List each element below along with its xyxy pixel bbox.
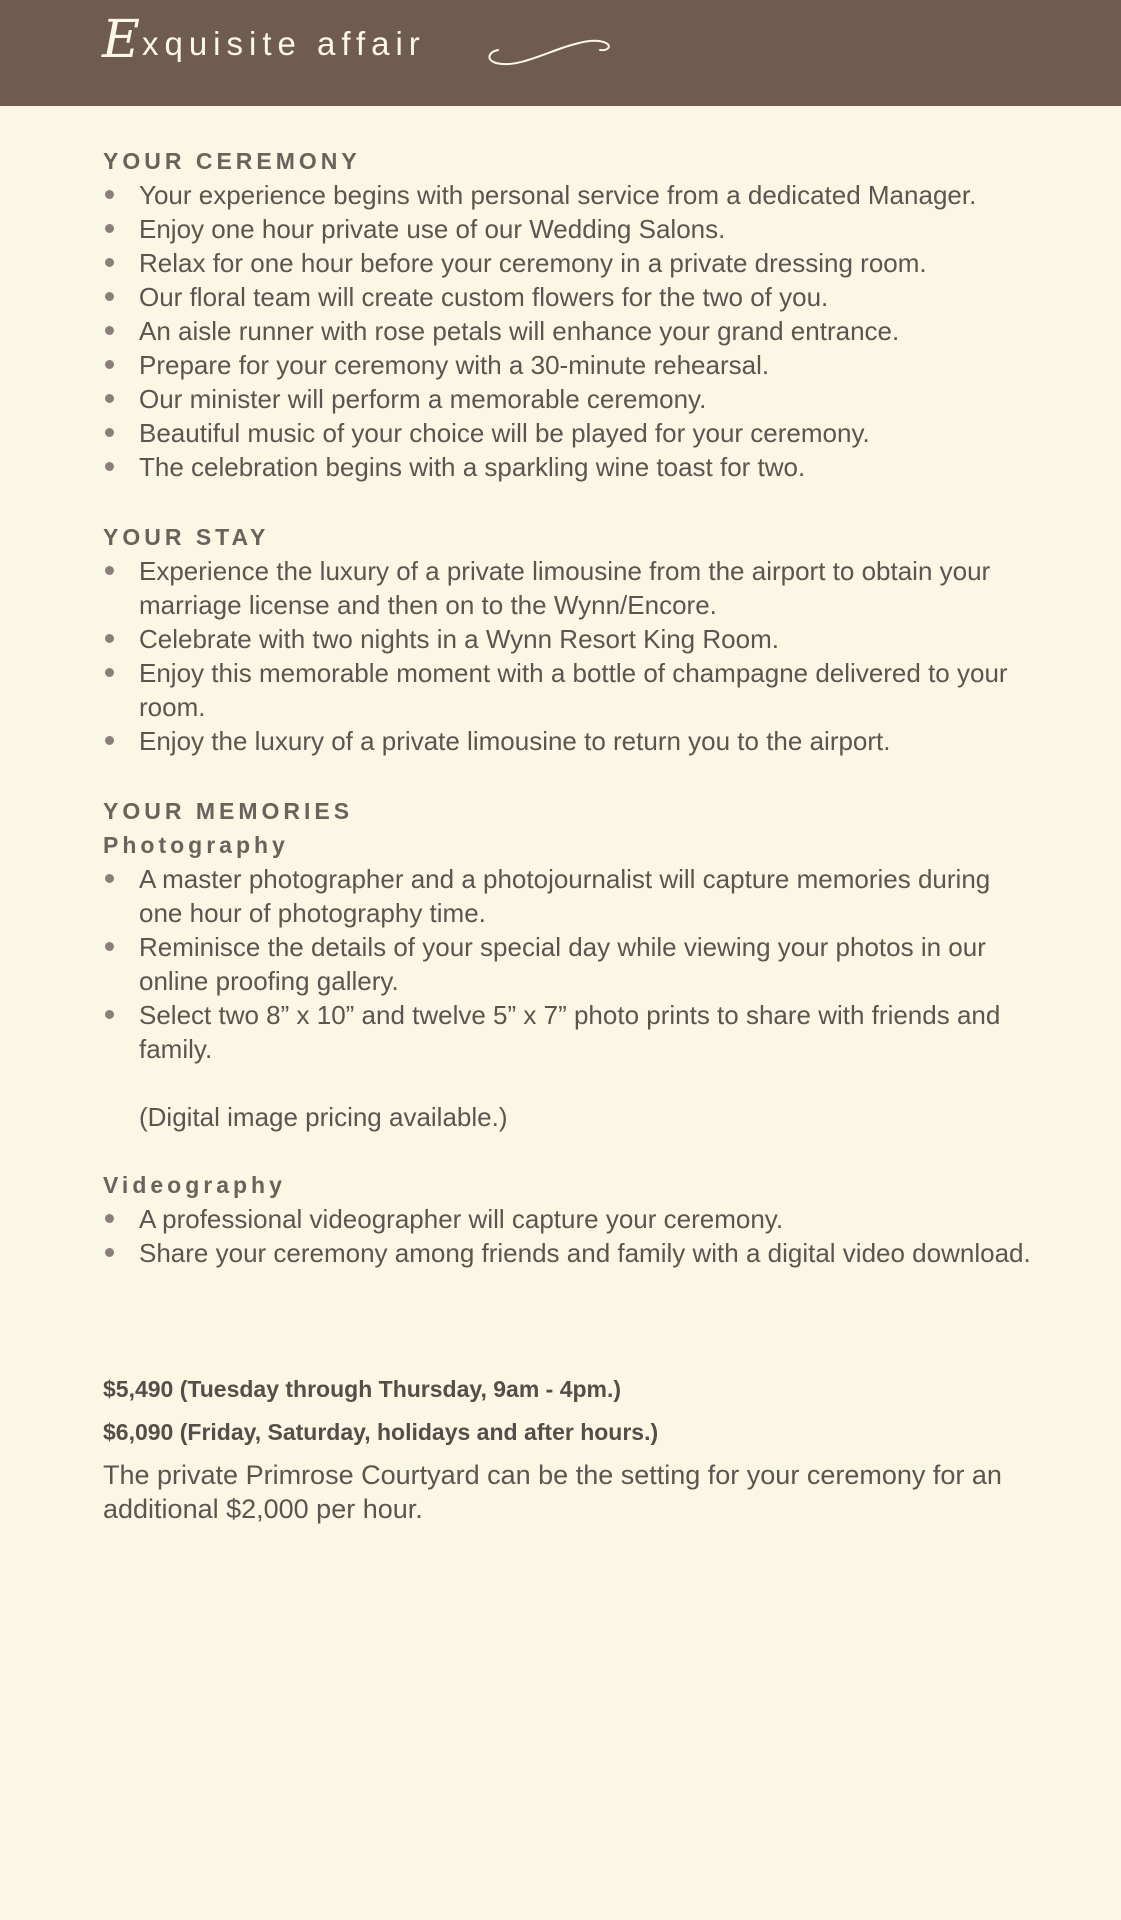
videography-heading: Videography [103, 1172, 286, 1198]
weekend-price: $6,090 (Friday, Saturday, holidays and after hours.) [103, 1419, 659, 1445]
ceremony-heading: YOUR CEREMONY [103, 148, 361, 174]
brand-initial: E [102, 10, 140, 70]
bullet-icon [105, 942, 114, 951]
list-item-text: Experience the luxury of a private limousine from the airport to obtain your marriage license and then on to the Wynn/Encore. [139, 556, 991, 620]
memories-heading: YOUR MEMORIES [103, 798, 354, 824]
list-item [103, 1236, 1033, 1270]
list-item-text: Reminisce the details of your special day while viewing your photos in our online proofing gallery. [139, 932, 986, 996]
bullet-icon [105, 224, 114, 233]
videography-list [103, 1202, 1033, 1270]
list-item-text: Our floral team will create custom flowers for the two of you. [139, 282, 829, 312]
stay-list [103, 554, 1033, 758]
bullet-icon [105, 190, 114, 199]
bullet-icon [105, 634, 114, 643]
list-item-text: Enjoy the luxury of a private limousine to return you to the airport. [139, 726, 891, 756]
list-item [103, 1202, 1033, 1236]
list-item-text: Prepare for your ceremony with a 30-minute rehearsal. [139, 350, 770, 380]
list-item-text: A professional videographer will capture your ceremony. [139, 1204, 784, 1234]
list-item [103, 314, 1033, 348]
bullet-icon [105, 326, 114, 335]
list-item-text: Enjoy one hour private use of our Wedding Salons. [139, 214, 726, 244]
list-item [103, 348, 1033, 382]
bullet-icon [105, 874, 114, 883]
bullet-icon [105, 394, 114, 403]
list-item [103, 622, 1033, 656]
bullet-icon [105, 668, 114, 677]
list-item [103, 656, 1033, 724]
ceremony-list [103, 178, 1033, 484]
list-item-text: An aisle runner with rose petals will enhance your grand entrance. [139, 316, 900, 346]
list-item-text: A master photographer and a photojournalist will capture memories during one hour of photography time. [139, 864, 991, 928]
bullet-icon [105, 462, 114, 471]
list-item [103, 862, 1033, 930]
list-item-text: Your experience begins with personal service from a dedicated Manager. [139, 180, 977, 210]
photography-heading: Photography [103, 832, 289, 858]
list-item [103, 178, 1033, 212]
list-item-text: Beautiful music of your choice will be played for your ceremony. [139, 418, 870, 448]
bullet-icon [105, 1248, 114, 1257]
bullet-icon [105, 566, 114, 575]
header-banner [0, 0, 1121, 106]
bullet-icon [105, 736, 114, 745]
bullet-icon [105, 1010, 114, 1019]
list-item [103, 212, 1033, 246]
list-item [103, 930, 1033, 998]
list-item [103, 280, 1033, 314]
list-item [103, 382, 1033, 416]
bullet-icon [105, 1214, 114, 1223]
brand-title [102, 10, 426, 70]
list-item-text: Relax for one hour before your ceremony in a private dressing room. [139, 248, 927, 278]
list-item [103, 554, 1033, 622]
courtyard-note: The private Primrose Courtyard can be the setting for your ceremony for an additional $2,000 per hour. [103, 1460, 1002, 1524]
list-item [103, 416, 1033, 450]
package-details [103, 144, 1033, 1553]
list-item-text: Select two 8” x 10” and twelve 5” x 7” photo prints to share with friends and family. [139, 1000, 1001, 1064]
list-item [103, 450, 1033, 484]
list-item-text: Enjoy this memorable moment with a bottle of champagne delivered to your room. [139, 658, 1008, 722]
bullet-icon [105, 428, 114, 437]
list-item-text: Celebrate with two nights in a Wynn Resort King Room. [139, 624, 779, 654]
bullet-icon [105, 292, 114, 301]
list-item-text: The celebration begins with a sparkling wine toast for two. [139, 452, 806, 482]
photography-list [103, 862, 1033, 1066]
list-item-text: Share your ceremony among friends and family with a digital video download. [139, 1238, 1031, 1268]
digital-pricing-note: (Digital image pricing available.) [139, 1102, 508, 1132]
list-item [103, 246, 1033, 280]
bullet-icon [105, 360, 114, 369]
bullet-icon [105, 258, 114, 267]
weekday-price: $5,490 (Tuesday through Thursday, 9am - 4pm.) [103, 1376, 622, 1402]
list-item [103, 724, 1033, 758]
stay-heading: YOUR STAY [103, 524, 270, 550]
list-item [103, 998, 1033, 1066]
list-item-text: Our minister will perform a memorable ceremony. [139, 384, 707, 414]
brand-name: xquisite affair [141, 25, 426, 62]
swoosh-flourish-icon [484, 34, 612, 72]
